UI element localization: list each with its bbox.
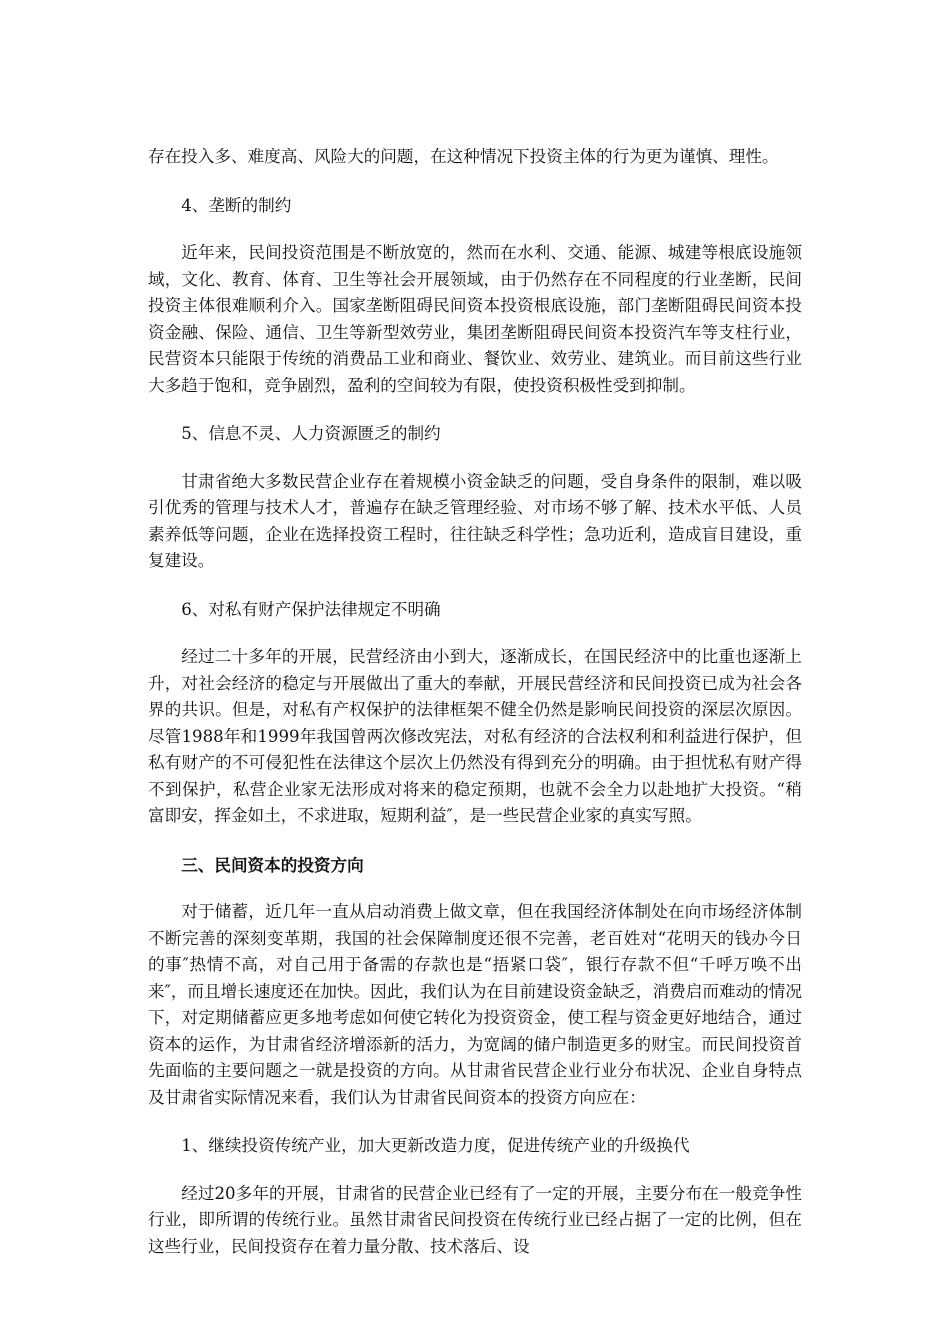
subheading-information: 5、信息不灵、人力资源匮乏的制约 [181,424,441,443]
paragraph-information: 甘肃省绝大多数民营企业存在着规模小资金缺乏的问题，受自身条件的限制，难以吸引优秀的管理与技术人才，普遍存在缺乏管理经验、对市场不够了解、技术水平低、人员素养低等问题，企业在选择投资工程时，往往缺乏科学性；急功近利，造成盲目建设，重复建设。 [148,471,802,570]
paragraph-monopoly: 近年来，民间投资范围是不断放宽的，然而在水利、交通、能源、城建等根底设施领域，文化、教育、体育、卫生等社会开展领域，由于仍然存在不同程度的行业垄断，民间投资主体很难顺利介入。国家垄断阻碍民间资本投资根底设施，部门垄断阻碍民间资本投资金融、保险、通信、卫生等新型效劳业，集团垄断阻碍民间资本投资汽车等支柱行业，民营资本只能限于传统的消费品工业和商业、餐饮业、效劳业、建筑业。而目前这些行业大多趋于饱和，竞争剧烈，盈利的空间较为有限，使投资积极性受到抑制。 [148,243,802,395]
paragraph-property-law: 经过二十多年的开展，民营经济由小到大，逐渐成长，在国民经济中的比重也逐渐上升，对社会经济的稳定与开展做出了重大的奉献，开展民营经济和民间投资已成为社会各界的共识。但是，对私有产权保护的法律框架不健全仍然是影响民间投资的深层次原因。尽管1988年和1999年我国曾两次修改宪法，对私有经济的合法权利和利益进行保护，但私有财产的不可侵犯性在法律这个层次上仍然没有得到充分的明确。由于担忧私有财产得不到保护，私营企业家无法形成对将来的稳定预期，也就不会全力以赴地扩大投资。“稍富即安，挥金如土，不求进取，短期利益″，是一些民营企业家的真实写照。 [148,647,802,825]
section-heading-investment-direction: 三、民间资本的投资方向 [181,854,364,875]
paragraph-continuation: 存在投入多、难度高、风险大的问题，在这种情况下投资主体的行为更为谨慎、理性。 [148,147,779,166]
document-body [148,144,802,1282]
subheading-property-law: 6、对私有财产保护法律规定不明确 [181,599,441,619]
paragraph-savings: 对于储蓄，近几年一直从启动消费上做文章，但在我国经济体制处在向市场经济体制不断完善的深刻变革期，我国的社会保障制度还很不完善，老百姓对“花明天的钱办今日的事″热情不高，对自己用于备需的存款也是“捂紧口袋″，银行存款不但“千呼万唤不出来″，而且增长速度还在加快。因此，我们认为在目前建设资金缺乏，消费启而难动的情况下，对定期储蓄应更多地考虑如何使它转化为投资资金，使工程与资金更好地结合，通过资本的运作，为甘肃省经济增添新的活力，为宽阔的储户制造更多的财宝。而民间投资首先面临的主要问题之一就是投资的方向。从甘肃省民营企业行业分布状况、企业自身特点及甘肃省实际情况来看，我们认为甘肃省民间资本的投资方向应在： [148,902,802,1107]
subheading-traditional-industry: 1、继续投资传统产业，加大更新改造力度，促进传统产业的升级换代 [181,1136,690,1155]
subheading-monopoly: 4、垄断的制约 [181,195,292,215]
paragraph-traditional-industry: 经过20多年的开展，甘肃省的民营企业已经有了一定的开展，主要分布在一般竞争性行业，即所谓的传统行业。虽然甘肃省民间投资在传统行业已经占据了一定的比例，但在这些行业，民间投资存在着力量分散、技术落后、设 [148,1183,802,1256]
